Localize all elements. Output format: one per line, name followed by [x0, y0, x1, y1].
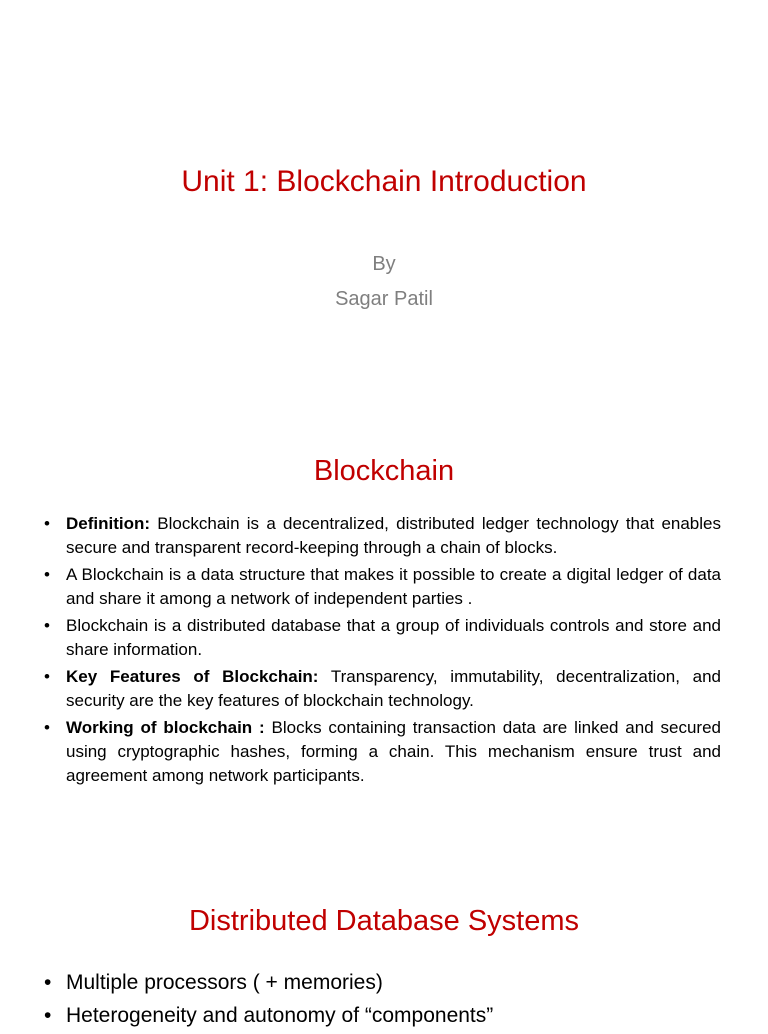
bullet-item	[44, 665, 721, 713]
slide-heading: Blockchain	[313, 455, 455, 487]
bullet-item	[44, 614, 721, 662]
bullet-icon: •	[44, 514, 50, 533]
bullet-text: Blocks containing transaction data are linked and secured using cryptographic hashes, forming a chain. This mechanism ensure trust and agreement among network participants.	[66, 718, 721, 785]
slide-blockchain	[0, 384, 768, 852]
bullet-label: Definition:	[66, 514, 151, 533]
bullet-text: Blockchain is a decentralized, distributed ledger technology that enables secure and transparent record-keeping through a chain of blocks.	[66, 514, 721, 557]
bullet-text: Transparency, immutability, decentralization, and security are the key features of blockchain technology.	[66, 667, 722, 710]
bullet-item	[44, 716, 721, 788]
bullet-icon: •	[44, 565, 50, 584]
bullet-list	[44, 512, 721, 791]
bullet-item	[44, 1001, 721, 1031]
bullet-icon: •	[44, 718, 50, 737]
bullet-icon: •	[44, 971, 52, 994]
bullet-label: Key Features of Blockchain:	[66, 667, 319, 686]
bullet-text: Multiple processors ( + memories)	[66, 971, 383, 994]
bullet-text: A Blockchain is a data structure that makes it possible to create a digital ledger of data and share it among a network of independent parties .	[66, 565, 721, 608]
slide-title-page	[0, 0, 768, 384]
bullet-icon: •	[44, 616, 50, 635]
presentation-title: Unit 1: Blockchain Introduction	[181, 165, 587, 198]
bullet-text: Heterogeneity and autonomy of “components”	[66, 1004, 494, 1027]
byline-label: By	[372, 253, 396, 275]
bullet-icon: •	[44, 667, 50, 686]
bullet-text: Blockchain is a distributed database that a group of individuals controls and store and share information.	[66, 616, 721, 659]
bullet-item	[44, 563, 721, 611]
bullet-list	[44, 968, 721, 1034]
slide-distributed-db	[0, 852, 768, 1027]
bullet-item	[44, 968, 721, 998]
author-name: Sagar Patil	[335, 288, 433, 310]
slide-heading: Distributed Database Systems	[188, 905, 580, 937]
bullet-item	[44, 512, 721, 560]
bullet-label: Working of blockchain :	[66, 718, 265, 737]
bullet-icon: •	[44, 1004, 52, 1027]
